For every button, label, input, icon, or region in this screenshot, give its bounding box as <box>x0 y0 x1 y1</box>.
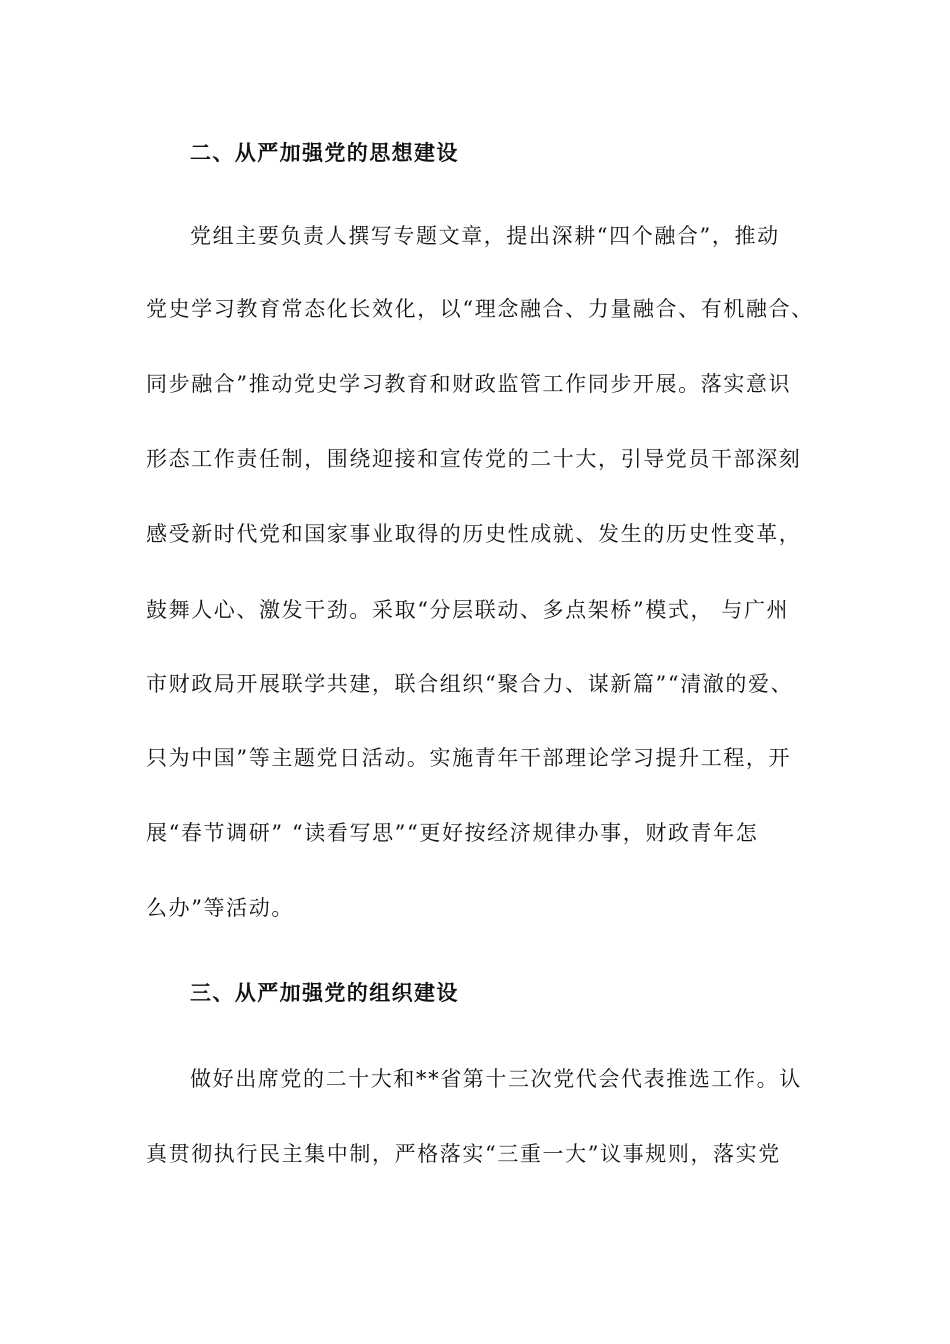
paragraph-line: 党组主要负责人撰写专题文章，提出深耕“四个融合”，推动 <box>190 224 780 248</box>
paragraph-line: 感受新时代党和国家事业取得的历史性成就、发生的历史性变革， <box>146 522 802 546</box>
paragraph-line: 形态工作责任制，围绕迎接和宣传党的二十大，引导党员干部深刻 <box>146 447 802 471</box>
paragraph-line: 市财政局开展联学共建，联合组织“聚合力、谋新篇”“清澈的爱、 <box>146 672 794 696</box>
paragraph-line: 党史学习教育常态化长效化，以“理念融合、力量融合、有机融合、 <box>146 297 814 321</box>
paragraph-line: 鼓舞人心、激发干劲。采取“分层联动、多点架桥”模式， 与广州 <box>146 598 790 622</box>
paragraph-line: 做好出席党的二十大和**省第十三次党代会代表推选工作。认 <box>190 1067 802 1091</box>
paragraph-line: 只为中国”等主题党日活动。实施青年干部理论学习提升工程，开 <box>146 746 792 770</box>
section-heading: 三、从严加强党的组织建设 <box>190 981 459 1005</box>
paragraph-line: 展“春节调研” “读看写思”“更好按经济规律办事，财政青年怎 <box>146 821 759 845</box>
paragraph-line: 么办”等活动。 <box>146 896 294 920</box>
paragraph-line: 同步融合”推动党史学习教育和财政监管工作同步开展。落实意识 <box>146 372 792 396</box>
section-heading: 二、从严加强党的思想建设 <box>190 141 459 165</box>
paragraph-line: 真贯彻执行民主集中制，严格落实“三重一大”议事规则，落实党 <box>146 1142 781 1166</box>
